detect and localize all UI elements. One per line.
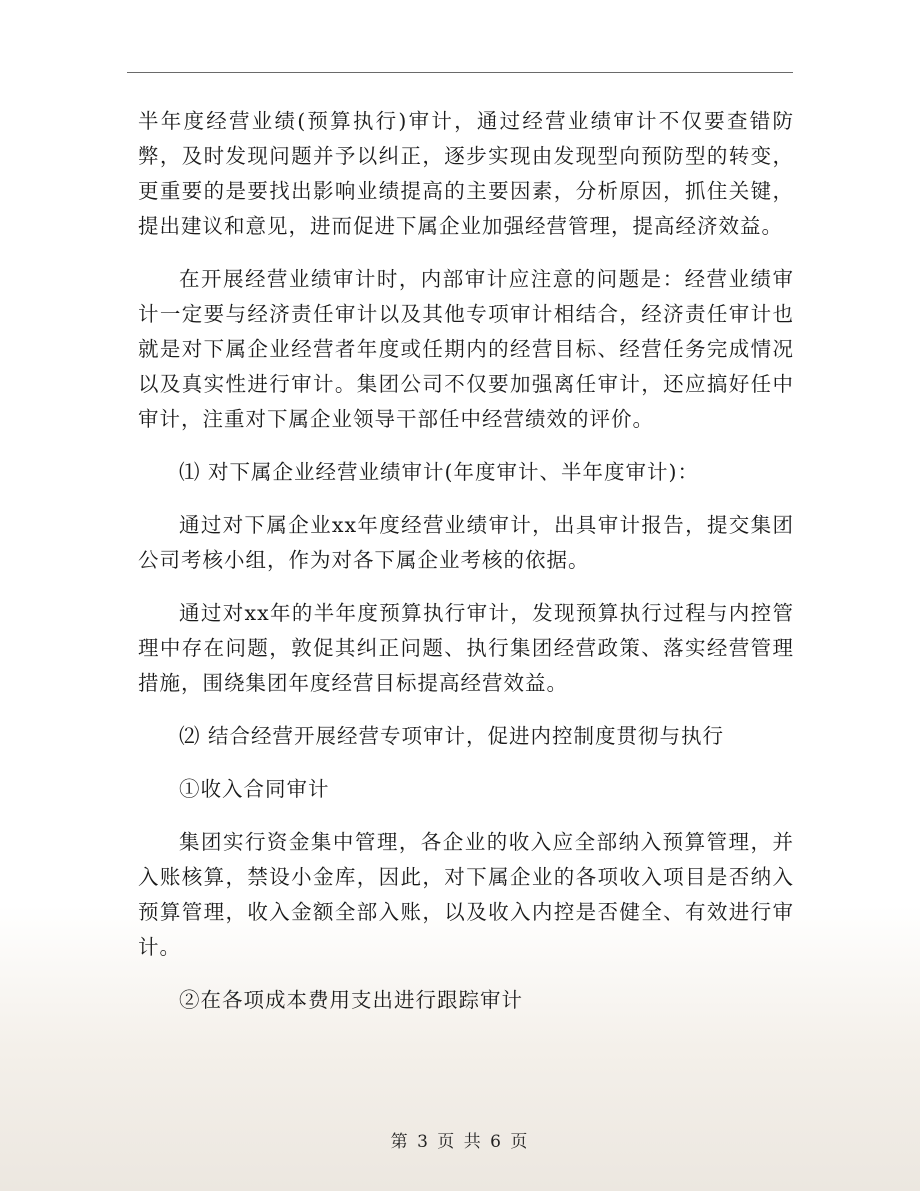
paragraph-2: 在开展经营业绩审计时，内部审计应注意的问题是：经营业绩审计一定要与经济责任审计以及其他专项审计相结合，经济责任审计也就是对下属企业经营者年度或任期内的经营目标、经营任务完成情况以及真实性进行审计。集团公司不仅要加强离任审计，还应搞好任中审计，注重对下属企业领导干部任中经营绩效的评价。 bbox=[138, 267, 794, 431]
paragraph-5: 通过对xx年的半年度预算执行审计，发现预算执行过程与内控管理中存在问题，敦促其纠正问题、执行集团经营政策、落实经营管理措施，围绕集团年度经营目标提高经营效益。 bbox=[138, 601, 794, 695]
paragraph-4: 通过对下属企业xx年度经营业绩审计，出具审计报告，提交集团公司考核小组，作为对各下属企业考核的依据。 bbox=[138, 513, 794, 572]
paragraph-6: ⑵ 结合经营开展经营专项审计，促进内控制度贯彻与执行 bbox=[179, 724, 725, 748]
header-rule bbox=[127, 72, 793, 73]
paragraph-3: ⑴ 对下属企业经营业绩审计(年度审计、半年度审计)： bbox=[179, 460, 700, 484]
paragraph-9: ②在各项成本费用支出进行跟踪审计 bbox=[179, 988, 523, 1012]
paragraph-8: 集团实行资金集中管理，各企业的收入应全部纳入预算管理，并入账核算，禁设小金库，因此，对下属企业的各项收入项目是否纳入预算管理，收入金额全部入账，以及收入内控是否健全、有效进行审计。 bbox=[138, 830, 794, 959]
paragraph-7: ①收入合同审计 bbox=[179, 777, 330, 801]
document-body bbox=[138, 104, 794, 1018]
paragraph-1: 半年度经营业绩(预算执行)审计，通过经营业绩审计不仅要查错防弊，及时发现问题并予以纠正，逐步实现由发现型向预防型的转变，更重要的是要找出影响业绩提高的主要因素，分析原因，抓住关键，提出建议和意见，进而促进下属企业加强经营管理，提高经济效益。 bbox=[138, 109, 794, 238]
page-footer: 第 3 页 共 6 页 bbox=[390, 1132, 530, 1152]
